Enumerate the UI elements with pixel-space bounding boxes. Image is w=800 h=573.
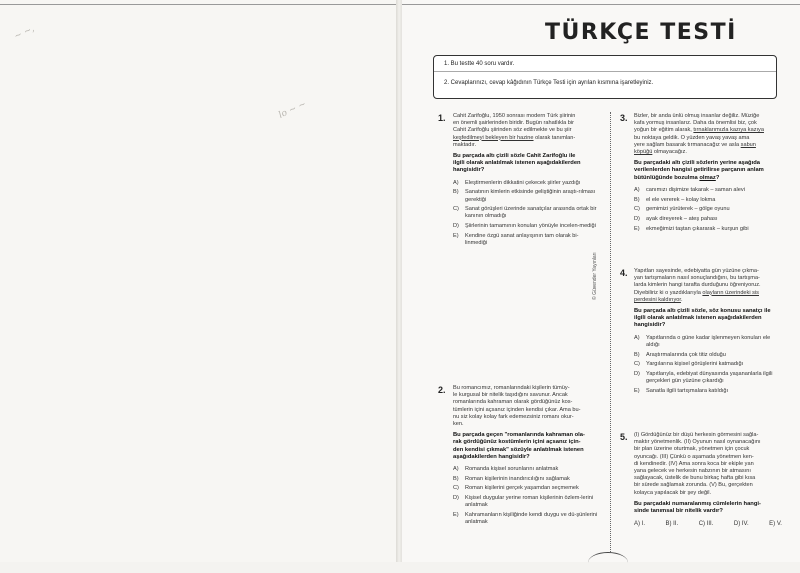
question-5 bbox=[634, 432, 782, 527]
passage-line: Bu romancımız, romanlarındaki kişilerin tümüy- bbox=[453, 385, 570, 391]
passage-line bbox=[634, 297, 782, 304]
question-1-passage bbox=[453, 113, 600, 149]
option-b[interactable] bbox=[453, 189, 600, 203]
instruction-2: 2. Cevaplarınızı, cevap kâğıdının Türkçe Testi için ayrılan kısmına işaretleyiniz. bbox=[444, 80, 654, 86]
stem-text: ? bbox=[715, 174, 720, 181]
passage-line bbox=[634, 149, 782, 156]
option-letter: D) bbox=[634, 370, 640, 377]
passage-line: tümlerin içini açsanız içinden kendisi çıkar. Ama bu- bbox=[453, 406, 581, 413]
underlined-phrase: olayların üzerindeki sis bbox=[702, 289, 759, 296]
left-page-top-edge bbox=[0, 4, 398, 5]
option-text: Yapıtlarında o güne kadar işlenmeyen konuları ele aldığı bbox=[646, 334, 771, 348]
option-text: Roman kişilerinin inandırıcılığını sağlamak bbox=[465, 475, 570, 482]
option-b[interactable]: B) II. bbox=[665, 521, 679, 528]
question-1-number: 1. bbox=[438, 113, 446, 123]
question-1 bbox=[453, 113, 600, 250]
stem-line: ilgili olarak anlatılmak istenen aşağıdakilerden bbox=[453, 160, 581, 167]
question-5-options bbox=[634, 521, 782, 527]
instructions-box bbox=[433, 55, 777, 99]
option-d[interactable] bbox=[453, 223, 600, 230]
option-letter: C) bbox=[453, 206, 459, 213]
question-3-options bbox=[634, 187, 782, 233]
passage-text: olarak tanımlan- bbox=[533, 134, 576, 141]
option-letter: A) bbox=[634, 186, 640, 193]
instruction-1: 1. Bu testte 40 soru vardır. bbox=[444, 61, 515, 67]
stem-line: Bu parçadaki altı çizili sözlerin yerine aşağıda bbox=[634, 160, 760, 167]
passage-line: bir plan üzerine oturtmak, yönetmen için çocuk bbox=[634, 446, 750, 453]
option-letter: E) bbox=[634, 387, 640, 394]
stem-line: Bu parçada altı çizili sözle Cahit Zarifoğlu ile bbox=[453, 153, 576, 160]
question-2 bbox=[453, 385, 600, 529]
option-letter: E) bbox=[453, 232, 459, 239]
option-text: Araştırmalarında çok titiz olduğu bbox=[646, 351, 726, 358]
pencil-scribble-2: lo ~ ~ bbox=[277, 99, 308, 121]
option-b[interactable] bbox=[453, 476, 600, 483]
passage-line bbox=[634, 142, 782, 149]
option-text: Yargılarına kişisel görüşlerini katmadığı bbox=[646, 361, 744, 368]
option-text: Sanatla ilgili tartışmalara katıldığı bbox=[646, 387, 729, 394]
option-text: Sanatının kimlerin etkisinde geliştiğinin araştı-rılması gerektiği bbox=[465, 189, 596, 203]
option-letter: A) bbox=[453, 179, 459, 186]
option-b[interactable] bbox=[634, 352, 782, 359]
option-text: el ele vererek – kolay lokma bbox=[646, 196, 716, 203]
stem-line: den kendisi çıkmak" sözüyle anlatılmak istenen bbox=[453, 446, 584, 453]
option-letter: B) bbox=[453, 475, 459, 482]
passage-line: (I) Gördüğünüz bir düşü herkesin görmesini sağla- bbox=[634, 432, 759, 438]
passage-line: kolayca yapılacak bir şey değil. bbox=[634, 489, 712, 496]
option-letter: B) bbox=[634, 196, 640, 203]
question-4 bbox=[634, 268, 782, 398]
underlined-word: olmaz bbox=[699, 174, 716, 181]
instructions-divider bbox=[434, 71, 776, 72]
passage-line: nu siz kolay kolay fark edemezsiniz romanı okur- bbox=[453, 413, 574, 420]
option-text: Roman kişilerini gerçek yaşamdan seçmemek bbox=[465, 485, 579, 492]
option-letter: A) bbox=[634, 334, 640, 341]
option-letter: C) bbox=[634, 206, 640, 213]
column-divider bbox=[610, 112, 611, 552]
option-letter: C) bbox=[453, 485, 459, 492]
option-text: gemimizi yürüterek – gölge oyunu bbox=[646, 206, 730, 213]
stem-line: sinde tanımsal bir nitelik vardır? bbox=[634, 508, 723, 515]
stem-line: verilenlerden hangisi getirilirse parçanın anlam bbox=[634, 167, 764, 174]
stem-line: hangisidir? bbox=[453, 167, 485, 174]
question-3-stem bbox=[634, 160, 782, 182]
option-e[interactable] bbox=[453, 233, 600, 247]
option-a[interactable] bbox=[634, 187, 782, 194]
option-a[interactable] bbox=[453, 180, 600, 187]
publisher-copyright: © Güvender Yayınları bbox=[592, 252, 598, 300]
passage-text: yoğun bir eğitim alarak, bbox=[634, 127, 694, 134]
option-d[interactable] bbox=[453, 495, 600, 509]
option-text: Kahramanların kişiliğinde kendi duygu ve dü-şünlerini anlatmak bbox=[465, 512, 598, 526]
question-2-number: 2. bbox=[438, 385, 446, 395]
question-3-number: 3. bbox=[620, 113, 628, 123]
question-1-stem bbox=[453, 153, 600, 175]
stem-line: aşağıdakilerden hangisidir? bbox=[453, 453, 530, 460]
passage-line bbox=[453, 135, 600, 142]
option-d[interactable]: D) IV. bbox=[733, 521, 749, 528]
passage-line: Yapıtları sayesinde, edebiyatta gün yüzüne çıkma- bbox=[634, 268, 759, 274]
option-text: Şiirlerinin tamamının konuları yönüyle incelen-mediği bbox=[465, 223, 596, 230]
page-number-arc bbox=[588, 552, 628, 573]
passage-line: maktır yönetmenlik. (II) Oyunun nasıl oynanacağını bbox=[634, 439, 761, 446]
question-2-passage bbox=[453, 385, 600, 428]
stem-line bbox=[634, 175, 782, 182]
option-text: Eleştirmenlerin dikkatini çekecek şiirler yazdığı bbox=[465, 179, 581, 186]
option-e[interactable]: E) V. bbox=[769, 521, 782, 528]
question-4-passage bbox=[634, 268, 782, 304]
question-4-options bbox=[634, 335, 782, 395]
option-c[interactable] bbox=[453, 206, 600, 220]
passage-line: di kendinedir. (IV) Ama sonra koca bir ekiple yan bbox=[634, 460, 754, 467]
underlined-phrase: keşfedilmeyi bekleyen bir hazine bbox=[453, 134, 534, 141]
page-title: TÜRKÇE TESTİ bbox=[545, 20, 737, 45]
option-letter: D) bbox=[453, 495, 459, 502]
underlined-phrase: köpüğü bbox=[634, 149, 653, 156]
option-letter: D) bbox=[453, 223, 459, 230]
question-5-passage bbox=[634, 432, 782, 497]
question-1-options bbox=[453, 180, 600, 248]
passage-line: Bizler, bir anda ünlü olmuş insanlar değiliz. Müziğe bbox=[634, 113, 760, 119]
question-2-stem bbox=[453, 432, 600, 461]
option-text: Romanda kişisel sorunlarını anlatmak bbox=[465, 466, 559, 473]
question-4-stem bbox=[634, 308, 782, 330]
stem-line: Bu parçada altı çizili sözle, söz konusu sanatçı ile bbox=[634, 308, 771, 315]
stem-line: hangisidir? bbox=[634, 322, 666, 329]
passage-text: Diyebiliriz ki o yazdıklarıyla bbox=[634, 289, 703, 296]
passage-line: yan tartışmaların nasıl sonuçlandığını, bu tartışma- bbox=[634, 275, 760, 282]
option-text: Sanat görüşleri üzerinde sanatçılar arasında ortak bir kanının olmadığı bbox=[465, 206, 597, 220]
passage-line: sağlayacak, üstelik de bunu birkaç hafta gibi kısa bbox=[634, 475, 756, 482]
stem-line: Bu parçada geçen "romanlarında kahraman ola- bbox=[453, 432, 585, 439]
option-letter: A) bbox=[453, 466, 459, 473]
underlined-phrase: sabun bbox=[740, 141, 756, 148]
passage-line: le kurgusal bir nitelik taşıdığını savunur. Ancak bbox=[453, 392, 568, 399]
option-text: Kişisel duygular yerine roman kişilerinin özlem-lerini anlatmak bbox=[465, 495, 594, 509]
passage-line: bu noktaya geldik. O yüzden yavaş yavaş ama bbox=[634, 134, 750, 141]
option-letter: C) bbox=[634, 361, 640, 368]
passage-text: . bbox=[680, 296, 683, 303]
question-3 bbox=[634, 113, 782, 235]
passage-line: Cahit Zarifoğlu, 1950 sonrası modern Türk şiirinin bbox=[453, 113, 576, 119]
passage-line: romanlarında kahraman olarak gördüğünüz kos- bbox=[453, 399, 573, 406]
right-page-top-edge bbox=[402, 4, 800, 5]
underlined-phrase: tırnaklarımızla kazıya kazıya bbox=[693, 127, 764, 134]
question-2-options bbox=[453, 466, 600, 526]
passage-line: kafa yormuş insanlarız. Daha da önemlisi biz, çok bbox=[634, 120, 757, 127]
option-c[interactable] bbox=[634, 206, 782, 213]
passage-line: bir sürede sağlamak zorunda. (V) Bu, gerçekten bbox=[634, 482, 753, 489]
option-text: Kendine özgü sanat anlayışının tam olarak bi-linmediği bbox=[465, 232, 579, 247]
passage-line bbox=[634, 290, 782, 297]
option-letter: D) bbox=[634, 215, 640, 222]
option-text: ayak direyerek – ateş pahası bbox=[646, 215, 718, 222]
stem-line: rak gördüğünüz kostümlerin içini açsanız için- bbox=[453, 439, 581, 446]
passage-line: ken. bbox=[453, 421, 464, 428]
question-5-stem bbox=[634, 501, 782, 515]
stem-text: bütünlüğünde bozulma bbox=[634, 174, 700, 181]
option-letter: B) bbox=[634, 351, 640, 358]
passage-line: maktadır. bbox=[453, 141, 477, 148]
passage-line: oyuncağı. (III) Çünkü o aşamada yönetmen ken- bbox=[634, 453, 754, 460]
option-a[interactable]: A) I. bbox=[634, 521, 646, 528]
option-c[interactable]: C) III. bbox=[698, 521, 714, 528]
passage-line: Cahit Zarifoğlu şiirinden söz edilmekte ve bu şiir bbox=[453, 127, 572, 134]
pencil-scribble: ~ ~, bbox=[12, 24, 36, 42]
option-e[interactable] bbox=[634, 388, 782, 395]
option-a[interactable] bbox=[634, 335, 782, 349]
passage-line bbox=[634, 127, 782, 134]
question-5-number: 5. bbox=[620, 432, 628, 442]
stem-line: Bu parçadaki numaralanmış cümlelerin hangi- bbox=[634, 500, 761, 507]
passage-text: olmayacağız. bbox=[652, 149, 687, 156]
left-page bbox=[0, 0, 398, 562]
underlined-phrase: perdesini kaldırıyor bbox=[634, 296, 681, 303]
option-e[interactable] bbox=[634, 226, 782, 233]
option-text: Yapıtlarıyla, edebiyat dünyasında yaşananlarla ilgili gerçekleri gün yüzüne çıkardığı bbox=[646, 370, 773, 385]
stem-line: ilgili olarak anlatılmak istenen aşağıdakilerden bbox=[634, 315, 762, 322]
question-3-passage bbox=[634, 113, 782, 156]
option-text: ekmeğimizi taştan çıkararak – kurşun gibi bbox=[646, 225, 749, 232]
option-letter: E) bbox=[453, 512, 459, 519]
passage-line: larda kimlerin hangi tarafta durduğunu öğreniyoruz. bbox=[634, 282, 761, 289]
option-a[interactable] bbox=[453, 466, 600, 473]
option-d[interactable] bbox=[634, 216, 782, 223]
option-b[interactable] bbox=[634, 197, 782, 204]
option-letter: B) bbox=[453, 189, 459, 196]
passage-line: en önemli şairlerinden biridir. Bugün rahatlıkla bir bbox=[453, 120, 574, 127]
question-4-number: 4. bbox=[620, 268, 628, 278]
option-c[interactable] bbox=[634, 361, 782, 368]
option-c[interactable] bbox=[453, 485, 600, 492]
option-text: canımızı dişimize takarak – saman alevi bbox=[646, 186, 745, 193]
option-d[interactable] bbox=[634, 371, 782, 385]
option-e[interactable] bbox=[453, 512, 600, 526]
passage-text: yere sağlam basarak tırmanacağız ve asla bbox=[634, 141, 741, 148]
passage-line: yana gelecek ve herkesin nabzının bir atmasını bbox=[634, 468, 751, 475]
option-letter: E) bbox=[634, 225, 640, 232]
